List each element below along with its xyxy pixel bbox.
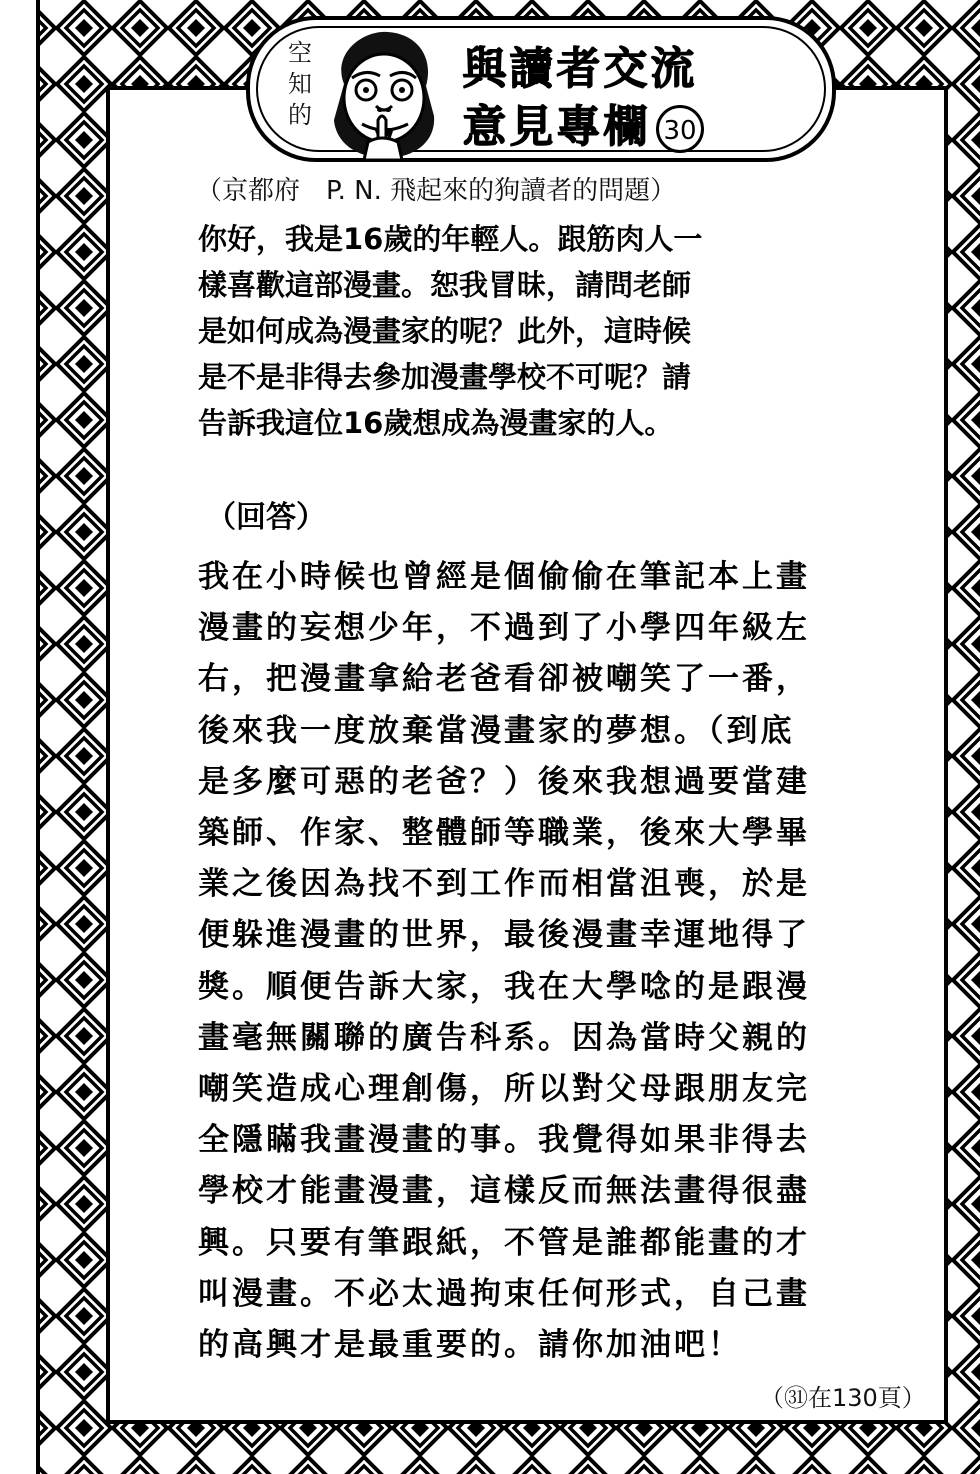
answer-heading: （回答）: [206, 500, 326, 535]
author-label-char: 空: [288, 39, 312, 67]
answer-line: 嘲笑造成心理創傷，所以對父母跟朋友完: [198, 1071, 810, 1108]
question-line: 是不是非得去參加漫畫學校不可呢？請: [198, 360, 692, 394]
question-line: 是如何成為漫畫家的呢？此外，這時候: [198, 314, 692, 348]
answer-line: 畫毫無關聯的廣告科系。因為當時父親的: [198, 1019, 810, 1056]
gorilla-mascot-icon: [322, 24, 446, 160]
issue-number-badge: 30: [656, 105, 704, 153]
question-line: 樣喜歡這部漫畫。恕我冒昧，請問老師: [198, 268, 692, 302]
question-line: 你好，我是16歲的年輕人。跟筋肉人一: [198, 222, 703, 256]
answer-line: 學校才能畫漫畫，這樣反而無法畫得很盡: [198, 1173, 810, 1210]
answer-line: 築師、作家、整體師等職業，後來大學畢: [198, 815, 810, 852]
answer-line: 右，把漫畫拿給老爸看卻被嘲笑了一番，: [198, 661, 810, 698]
answer-line: 獎。順便告訴大家，我在大學唸的是跟漫: [198, 968, 810, 1005]
answer-line: 全隱瞞我畫漫畫的事。我覺得如果非得去: [198, 1122, 810, 1159]
author-label: [280, 38, 320, 131]
column-title-text: 意見專欄: [462, 101, 650, 152]
column-title-line1: 與讀者交流: [462, 43, 697, 94]
question-line: 告訴我這位16歲想成為漫畫家的人。: [198, 406, 674, 440]
author-label-char: 知: [288, 70, 312, 98]
author-label-char: 的: [288, 101, 312, 129]
answer-line: 漫畫的妄想少年，不過到了小學四年級左: [198, 610, 810, 647]
question-body: [198, 216, 818, 446]
answer-line: 的高興才是最重要的。請你加油吧！: [198, 1327, 742, 1364]
answer-line: 後來我一度放棄當漫畫家的夢想。（到底: [198, 712, 795, 749]
answer-line: 興。只要有筆跟紙，不管是誰都能畫的才: [198, 1224, 810, 1261]
continued-page-note: （㉛在130頁）: [760, 1384, 926, 1412]
answer-body: [198, 552, 868, 1371]
answer-line: 是多麼可惡的老爸？）後來我想過要當建: [198, 763, 810, 800]
answer-line: 我在小時候也曾經是個偷偷在筆記本上畫: [198, 559, 810, 595]
answer-line: 叫漫畫。不必太過拘束任何形式，自己畫: [198, 1275, 810, 1312]
question-source: （京都府 P. N. 飛起來的狗讀者的問題）: [196, 176, 677, 206]
column-title-line2: [462, 90, 704, 154]
answer-line: 便躲進漫畫的世界，最後漫畫幸運地得了: [198, 917, 810, 954]
answer-line: 業之後因為找不到工作而相當沮喪，於是: [198, 866, 810, 903]
